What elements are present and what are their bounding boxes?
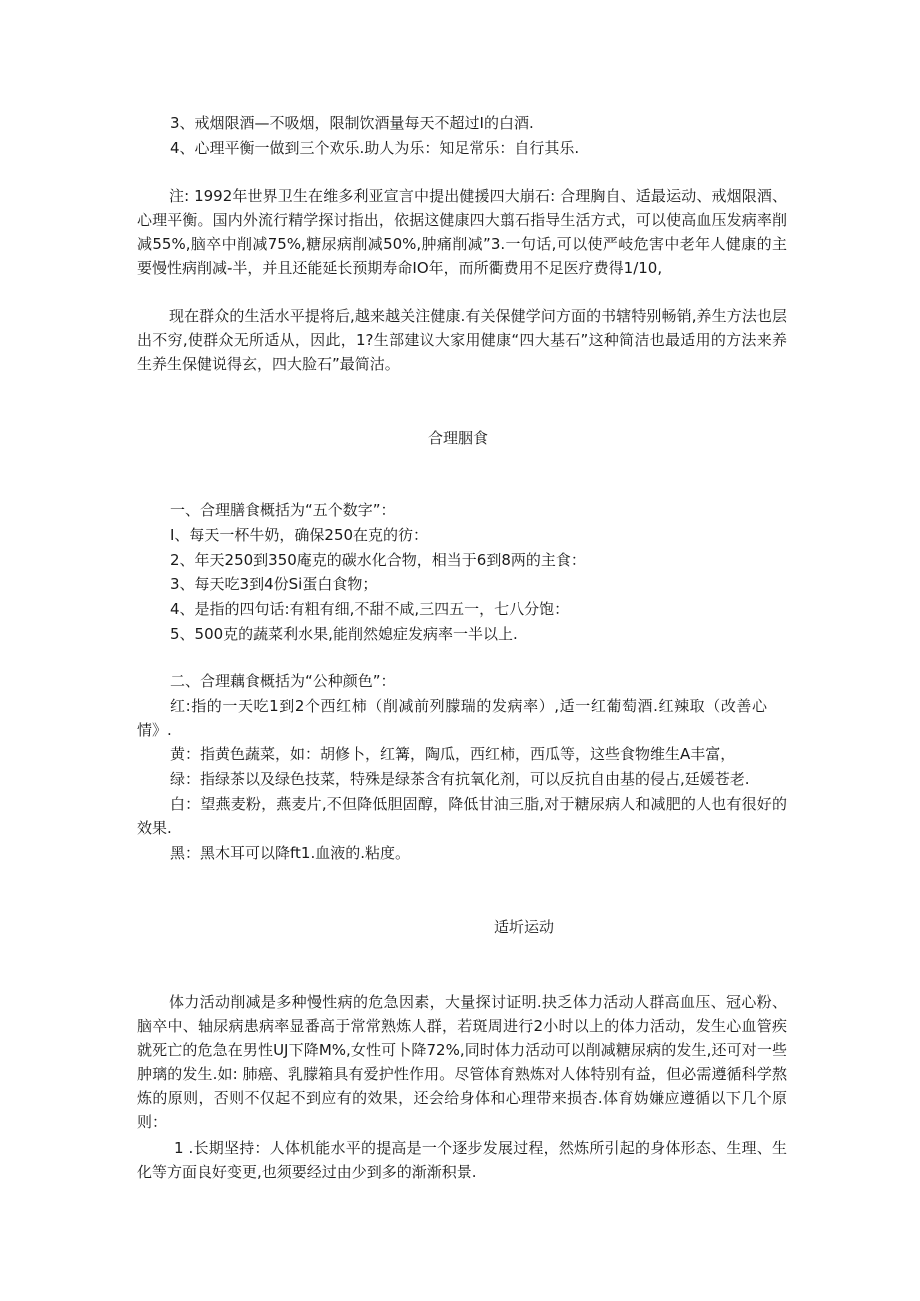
exercise-paragraph: 体力活动削减是多种慢性病的危急因素，大量探讨证明.抉乏体力活动人群高血压、冠心粉、脑卒中、轴尿病患病率显番高于常常熟炼人群，若斑周进行2小时以上的体力活动，发生心血管疾就死亡的危急在男性UJ下降M%,女性可卜降72%,同时体力活动可以削减糖尿病的发生,还可对一些肿璃的发生.如: 肺癌、乳朦箱具有爱护性作用。尽管体育熟炼对人体特别有益，但必需遵循科学熬炼的原则，否则不仅起不到应有的效果，还会给身体和心理带来损杏.体育妫嫌应遵循以下几个原则： (137, 993, 787, 1131)
diet-subheading-colors: 二、合理藕食概括为“公种颜色”： (170, 672, 396, 690)
diet-list-item-2: 2、年天250到350庵克的碳水化合物，相当于6到8两的主食： (170, 551, 586, 569)
intro-paragraph: 现在群众的生活水平提将后,越来越关注健康.有关保健学问方面的书辖特别畅销,养生方法也层出不穷,使群众无所适从，因此，1?生部建议大家用健康“四大基石”这种简洁也最适用的方法来养生养生保健说得玄，四大脸石”最简沽。 (137, 307, 787, 373)
diet-list-item-1: I、每天一杯牛奶，确保250在克的彷： (170, 526, 429, 544)
color-red: 红:指的一天吃1到2个西红柿（削减前列朦瑞的发病率）,适一红葡萄酒.红辣取（改善心情》. (137, 697, 767, 739)
color-white: 白：望燕麦粉，燕麦片,不但降低胆固醇，降低甘油三脂,对于糖尿病人和减肥的人也有很好的效果. (137, 795, 787, 837)
list-item-mental-balance: 4、心理平衡一做到三个欢乐.助人为乐：知足常乐：自行其乐. (170, 139, 580, 157)
diet-list-item-3: 3、每天吃3到4份Si蛋白食物； (170, 575, 378, 593)
color-black: 黑：黑木耳可以降ft1.血液的.粘度。 (170, 844, 410, 862)
exercise-principle-1: 1 .长期坚持：人体机能水平的提高是一个逐步发展过程，然炼所引起的身体形态、生理、生化等方面良好变更,也须要经过由少到多的渐渐积景. (137, 1139, 787, 1181)
list-item-quit-smoking: 3、戒烟限酒—不吸烟，限制饮酒量每天不超过I的白酒. (170, 114, 534, 132)
diet-list-item-4: 4、是指的四句话:有粗有细,不甜不咸,三四五一，七八分饱： (170, 600, 570, 618)
color-yellow: 黄：指黄色蔬菜，如：胡修卜，红篝，陶瓜，西红柿，西瓜等，这些食物维生A丰富， (170, 745, 736, 763)
color-green: 绿：指绿茶以及绿色技菜，特殊是绿茶含有抗氧化剂，可以反抗自由基的侵占,廷媛苍老. (170, 770, 750, 788)
diet-subheading-five-numbers: 一、合理膳食概括为“五个数字”： (170, 501, 396, 519)
section-heading-diet: 合理胭食 (428, 429, 489, 447)
section-heading-exercise: 适圻运动 (494, 918, 555, 936)
note-paragraph: 注: 1992年世界卫生在维多利亚宣言中提出健援四大崩石: 合理胸自、适最运动、戒烟限酒、心理平衡。国内外流行精学探讨指出，依据这健康四大翦石指导生活方式，可以使高血压发病率削减55%,脑卒中削减75%,糖尿病削减50%,肿痛削减”3.一句话,可以使严岐危害中老年人健康的主要慢性病削减-半，并且还能延长预期寿命IO年，而所衢费用不足医疗费得1/10, (137, 187, 787, 277)
diet-list-item-5: 5、500克的蔬菜利水果,能削然媳症发病率一半以上. (170, 625, 518, 643)
